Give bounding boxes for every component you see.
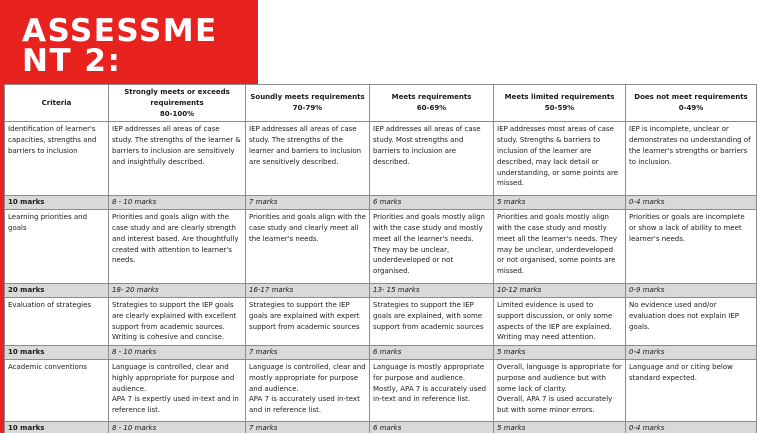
marks-band: 5 marks bbox=[494, 196, 626, 210]
descriptor-cell: Strategies to support the IEP goals are explained, with some support from academic sources bbox=[370, 297, 494, 345]
descriptor-cell: IEP is incomplete, unclear or demonstrates no understanding of the learner's strengths or barriers to inclusion. bbox=[626, 122, 757, 196]
band-header-meets bbox=[370, 85, 494, 122]
descriptor-cell: Language and or citing below standard expected. bbox=[626, 359, 757, 421]
marks-total: 10 marks bbox=[5, 196, 109, 210]
marks-row bbox=[5, 284, 757, 298]
descriptor-cell: Priorities or goals are incomplete or show a lack of ability to meet learner's needs. bbox=[626, 210, 757, 284]
descriptor-cell: Language is mostly appropriate for purpose and audience. Mostly, APA 7 is accurately used in-text and in reference list. bbox=[370, 359, 494, 421]
criterion-academic-conventions: Academic conventions bbox=[5, 359, 109, 421]
band-label: Soundly meets requirements bbox=[250, 93, 365, 102]
band-label: Meets limited requirements bbox=[504, 93, 615, 102]
descriptor-paragraph: APA 7 is accurately used in-text and in reference list. bbox=[249, 395, 360, 415]
marks-band: 7 marks bbox=[246, 421, 370, 433]
band-label: Does not meet requirements bbox=[634, 93, 748, 102]
marks-band: 7 marks bbox=[246, 196, 370, 210]
marks-band: 0-4 marks bbox=[626, 196, 757, 210]
table-row bbox=[5, 210, 757, 284]
marks-band: 5 marks bbox=[494, 346, 626, 360]
marks-band: 18- 20 marks bbox=[109, 284, 246, 298]
marks-row bbox=[5, 346, 757, 360]
descriptor-cell: Priorities and goals mostly align with the case study and mostly meet all the learner's needs. They may be unclear, underdeveloped or not organised. bbox=[370, 210, 494, 284]
descriptor-cell: IEP addresses all areas of case study. The strengths of the learner & barriers to inclusion are sensitively and insightfully described. bbox=[109, 122, 246, 196]
band-range: 0-49% bbox=[678, 104, 704, 113]
marks-band: 16-17 marks bbox=[246, 284, 370, 298]
marks-row bbox=[5, 421, 757, 433]
descriptor-cell: IEP addresses all areas of case study. Most strengths and barriers to inclusion are described. bbox=[370, 122, 494, 196]
marks-band: 8 - 10 marks bbox=[109, 421, 246, 433]
criterion-evaluation: Evaluation of strategies bbox=[5, 297, 109, 345]
band-header-soundly-meets bbox=[246, 85, 370, 122]
marks-band: 5 marks bbox=[494, 421, 626, 433]
descriptor-cell: IEP addresses most areas of case study. Strengths & barriers to inclusion of the learner are described, may lack detail or understanding, or some points are missed. bbox=[494, 122, 626, 196]
band-range: 50-59% bbox=[544, 104, 575, 113]
descriptor-cell: No evidence used and/or evaluation does not explain IEP goals. bbox=[626, 297, 757, 345]
criterion-learning-priorities: Learning priorities and goals bbox=[5, 210, 109, 284]
descriptor-paragraph: APA 7 is expertly used in-text and in reference list. bbox=[112, 395, 239, 415]
marks-band: 0-4 marks bbox=[626, 421, 757, 433]
descriptor-cell: Priorities and goals align with the case study and are clearly strength and interest based. Are thoughtfully created with attention to learner's needs. bbox=[109, 210, 246, 284]
criteria-header: Criteria bbox=[5, 85, 109, 122]
marks-band: 0-4 marks bbox=[626, 346, 757, 360]
marks-band: 8 - 10 marks bbox=[109, 346, 246, 360]
descriptor-cell: Limited evidence is used to support discussion, or only some aspects of the IEP are explained. Writing may need attention. bbox=[494, 297, 626, 345]
band-header-meets-limited bbox=[494, 85, 626, 122]
band-label: Strongly meets or exceeds requirements bbox=[124, 88, 230, 107]
table-row bbox=[5, 297, 757, 345]
marks-total: 10 marks bbox=[5, 346, 109, 360]
slide-title: ASSESSMENT 2: bbox=[22, 13, 218, 79]
band-header-does-not-meet bbox=[626, 85, 757, 122]
marks-row bbox=[5, 196, 757, 210]
band-range: 80-100% bbox=[159, 109, 195, 118]
marks-band: 6 marks bbox=[370, 346, 494, 360]
marks-band: 10-12 marks bbox=[494, 284, 626, 298]
descriptor-paragraph: Overall, APA 7 is used accurately but with some minor errors. bbox=[497, 395, 613, 415]
title-banner bbox=[0, 0, 258, 85]
band-range: 70-79% bbox=[292, 104, 323, 113]
descriptor-paragraph: Language is controlled, clear and highly appropriate for purpose and audience. bbox=[112, 362, 235, 393]
marks-band: 13- 15 marks bbox=[370, 284, 494, 298]
descriptor-cell: Priorities and goals align with the case study and clearly meet all the learner's needs. bbox=[246, 210, 370, 284]
descriptor-cell bbox=[109, 359, 246, 421]
marks-band: 8 - 10 marks bbox=[109, 196, 246, 210]
descriptor-paragraph: Overall, language is appropriate for purpose and audience but with some lack of clarity. bbox=[497, 362, 622, 393]
descriptor-cell bbox=[246, 359, 370, 421]
band-header-strongly-meets bbox=[109, 85, 246, 122]
assessment-rubric-table bbox=[4, 84, 757, 433]
criterion-identification: Identification of learner's capacities, strengths and barriers to inclusion bbox=[5, 122, 109, 196]
table-row bbox=[5, 122, 757, 196]
marks-band: 6 marks bbox=[370, 196, 494, 210]
marks-band: 7 marks bbox=[246, 346, 370, 360]
band-range: 60-69% bbox=[416, 104, 447, 113]
marks-total: 20 marks bbox=[5, 284, 109, 298]
marks-band: 6 marks bbox=[370, 421, 494, 433]
descriptor-cell: Strategies to support the IEP goals are explained with expert support from academic sources bbox=[246, 297, 370, 345]
descriptor-cell: Priorities and goals mostly align with the case study and mostly meet all the learner's needs. They may be unclear, underdeveloped or not organised, some points are missed. bbox=[494, 210, 626, 284]
descriptor-cell: IEP addresses all areas of case study. The strengths of the learner and barriers to inclusion are sensitively described. bbox=[246, 122, 370, 196]
descriptor-cell: Strategies to support the IEP goals are clearly explained with excellent support from academic sources. Writing is cohesive and concise. bbox=[109, 297, 246, 345]
marks-band: 0-9 marks bbox=[626, 284, 757, 298]
table-row bbox=[5, 359, 757, 421]
descriptor-cell bbox=[494, 359, 626, 421]
descriptor-paragraph: Language is controlled, clear and mostly appropriate for purpose and audience. bbox=[249, 362, 366, 393]
marks-total: 10 marks bbox=[5, 421, 109, 433]
header-row bbox=[5, 85, 757, 122]
band-label: Meets requirements bbox=[391, 93, 472, 102]
